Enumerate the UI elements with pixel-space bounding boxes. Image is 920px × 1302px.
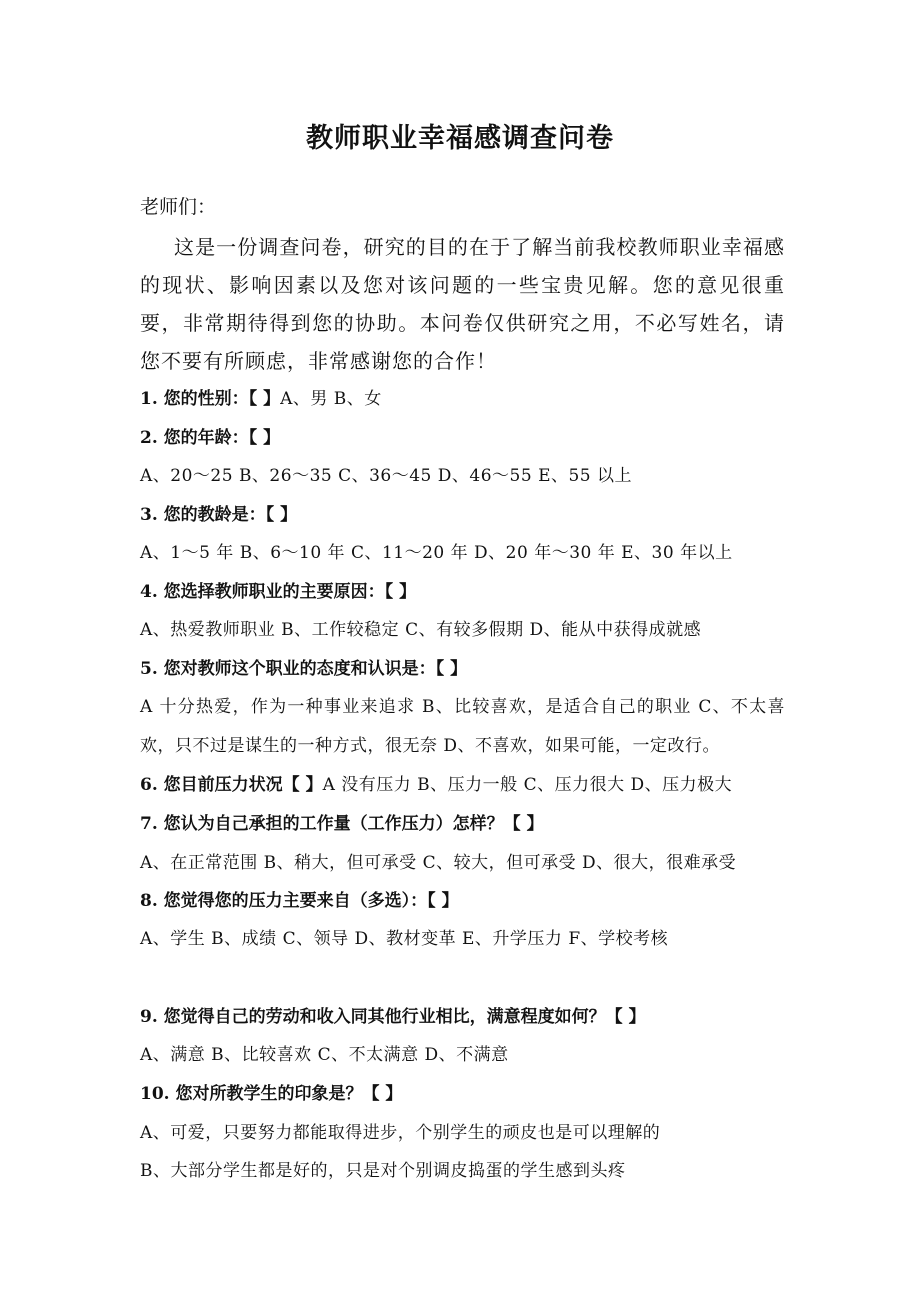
question-6-options: A 没有压力 B、压力一般 C、压力很大 D、压力极大: [322, 775, 733, 795]
question-2: 2. 您的年龄：【 】: [140, 428, 281, 448]
question-7-options: A、在正常范围 B、稍大，但可承受 C、较大，但可承受 D、很大，很难承受: [140, 853, 737, 873]
question-9: 9. 您觉得自己的劳动和收入同其他行业相比，满意程度如何？【 】: [140, 1007, 646, 1027]
intro-paragraph: 这是一份调查问卷，研究的目的在于了解当前我校教师职业幸福感的现状、影响因素以及您对该问题的一些宝贵见解。您的意见很重要，非常期待得到您的协助。本问卷仅供研究之用，不必写姓名，请您不要有所顾虑，非常感谢您的合作！: [140, 235, 785, 373]
page-title: 教师职业幸福感调查问卷: [306, 123, 614, 154]
question-4-options: A、热爱教师职业 B、工作较稳定 C、有较多假期 D、能从中获得成就感: [140, 620, 702, 640]
question-1: 1. 您的性别：【 】: [140, 389, 281, 409]
question-1-row: [140, 388, 382, 410]
question-6-row: [140, 774, 732, 796]
question-10: 10. 您对所教学生的印象是？【 】: [140, 1084, 403, 1104]
question-6: 6. 您目前压力状况【 】: [140, 775, 323, 795]
question-5-options: A 十分热爱，作为一种事业来追求 B、比较喜欢，是适合自己的职业 C、不太喜欢，只不过是谋生的一种方式，很无奈 D、不喜欢，如果可能，一定改行。: [140, 697, 785, 756]
question-2-options: A、20～25 B、26～35 C、36～45 D、46～55 E、55 以上: [140, 466, 633, 486]
question-7: 7. 您认为自己承担的工作量（工作压力）怎样？【 】: [140, 814, 544, 834]
question-1-options: A、男 B、女: [280, 389, 382, 409]
salutation: 老师们：: [140, 196, 217, 218]
question-3-options: A、1～5 年 B、6～10 年 C、11～20 年 D、20 年～30 年 E、30 年以上: [140, 543, 733, 563]
question-3: 3. 您的教龄是：【 】: [140, 505, 298, 525]
question-5: 5. 您对教师这个职业的态度和认识是：【 】: [140, 659, 468, 679]
question-10-option-a: A、可爱，只要努力都能取得进步，个别学生的顽皮也是可以理解的: [140, 1123, 661, 1143]
question-9-options: A、满意 B、比较喜欢 C、不太满意 D、不满意: [140, 1045, 509, 1065]
question-10-option-b: B、大部分学生都是好的，只是对个别调皮捣蛋的学生感到头疼: [140, 1161, 626, 1181]
question-4: 4. 您选择教师职业的主要原因：【 】: [140, 582, 417, 602]
question-8: 8. 您觉得您的压力主要来自（多选）：【 】: [140, 891, 459, 911]
question-8-options: A、学生 B、成绩 C、领导 D、教材变革 E、升学压力 F、学校考核: [140, 929, 669, 949]
